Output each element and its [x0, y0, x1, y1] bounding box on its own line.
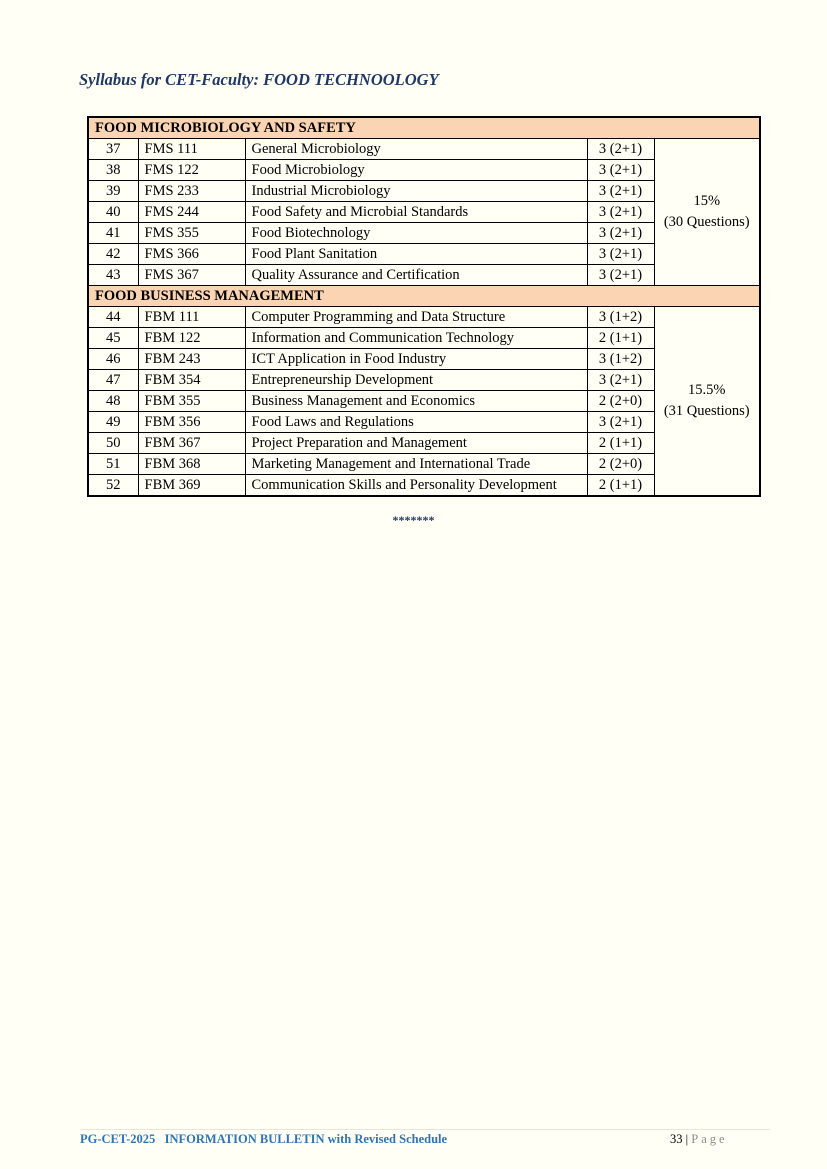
course-number: 52 — [88, 475, 138, 497]
course-credits: 2 (1+1) — [587, 328, 654, 349]
course-code: FBM 356 — [138, 412, 245, 433]
course-credits: 2 (1+1) — [587, 475, 654, 497]
course-credits: 3 (1+2) — [587, 349, 654, 370]
course-name: Computer Programming and Data Structure — [245, 307, 587, 328]
course-credits: 3 (2+1) — [587, 244, 654, 265]
course-name: Project Preparation and Management — [245, 433, 587, 454]
course-credits: 3 (2+1) — [587, 223, 654, 244]
course-credits: 2 (2+0) — [587, 391, 654, 412]
page-number-value: 33 — [670, 1132, 683, 1146]
course-credits: 3 (2+1) — [587, 139, 654, 160]
course-code: FBM 243 — [138, 349, 245, 370]
course-name: Food Safety and Microbial Standards — [245, 202, 587, 223]
footer-text: PG-CET-2025 INFORMATION BULLETIN with Revised Schedule — [80, 1132, 448, 1146]
course-code: FMS 367 — [138, 265, 245, 286]
course-number: 46 — [88, 349, 138, 370]
course-number: 45 — [88, 328, 138, 349]
course-code: FBM 354 — [138, 370, 245, 391]
course-code: FBM 369 — [138, 475, 245, 497]
page-title: Syllabus for CET-Faculty: FOOD TECHNOOLOGY — [79, 70, 439, 89]
course-credits: 2 (2+0) — [587, 454, 654, 475]
page-label: Page — [691, 1132, 728, 1146]
course-number: 50 — [88, 433, 138, 454]
course-number: 49 — [88, 412, 138, 433]
course-name: Marketing Management and International Trade — [245, 454, 587, 475]
question-count: (30 Questions) — [663, 214, 750, 230]
course-number: 43 — [88, 265, 138, 286]
course-credits: 3 (2+1) — [587, 370, 654, 391]
course-credits: 3 (2+1) — [587, 160, 654, 181]
course-credits: 3 (2+1) — [587, 202, 654, 223]
section-header-row — [88, 117, 760, 139]
course-name: Industrial Microbiology — [245, 181, 587, 202]
table-row — [88, 307, 760, 328]
course-number: 51 — [88, 454, 138, 475]
course-number: 41 — [88, 223, 138, 244]
course-name: Communication Skills and Personality Development — [245, 475, 587, 497]
course-name: Food Plant Sanitation — [245, 244, 587, 265]
course-name: General Microbiology — [245, 139, 587, 160]
course-name: Food Microbiology — [245, 160, 587, 181]
course-name: Business Management and Economics — [245, 391, 587, 412]
course-number: 42 — [88, 244, 138, 265]
question-count: (31 Questions) — [663, 403, 750, 419]
course-credits: 3 (2+1) — [587, 412, 654, 433]
page-number — [670, 1132, 728, 1147]
course-name: Food Biotechnology — [245, 223, 587, 244]
section-heading: FOOD MICROBIOLOGY AND SAFETY — [88, 117, 760, 139]
section-heading: FOOD BUSINESS MANAGEMENT — [88, 286, 760, 307]
weight-percent: 15% — [693, 193, 721, 209]
course-name: Information and Communication Technology — [245, 328, 587, 349]
course-code: FMS 355 — [138, 223, 245, 244]
course-number: 37 — [88, 139, 138, 160]
course-credits: 3 (1+2) — [587, 307, 654, 328]
syllabus-table — [87, 116, 761, 497]
course-name: Quality Assurance and Certification — [245, 265, 587, 286]
course-code: FMS 366 — [138, 244, 245, 265]
course-code: FMS 111 — [138, 139, 245, 160]
section-header-row — [88, 286, 760, 307]
course-code: FBM 355 — [138, 391, 245, 412]
course-code: FBM 367 — [138, 433, 245, 454]
course-number: 40 — [88, 202, 138, 223]
course-credits: 2 (1+1) — [587, 433, 654, 454]
course-code: FMS 122 — [138, 160, 245, 181]
course-credits: 3 (2+1) — [587, 181, 654, 202]
course-code: FBM 368 — [138, 454, 245, 475]
course-credits: 3 (2+1) — [587, 265, 654, 286]
course-code: FBM 122 — [138, 328, 245, 349]
course-name: Food Laws and Regulations — [245, 412, 587, 433]
course-code: FMS 233 — [138, 181, 245, 202]
course-code: FMS 244 — [138, 202, 245, 223]
course-number: 44 — [88, 307, 138, 328]
course-name: ICT Application in Food Industry — [245, 349, 587, 370]
course-code: FBM 111 — [138, 307, 245, 328]
course-number: 47 — [88, 370, 138, 391]
end-marker: ******* — [392, 513, 435, 527]
course-number: 48 — [88, 391, 138, 412]
section-weight — [654, 307, 760, 497]
page-separator: | — [685, 1132, 689, 1146]
weight-percent: 15.5% — [688, 382, 726, 398]
course-number: 39 — [88, 181, 138, 202]
footer-divider — [80, 1129, 770, 1130]
section-weight — [654, 139, 760, 286]
course-name: Entrepreneurship Development — [245, 370, 587, 391]
table-row — [88, 139, 760, 160]
course-number: 38 — [88, 160, 138, 181]
